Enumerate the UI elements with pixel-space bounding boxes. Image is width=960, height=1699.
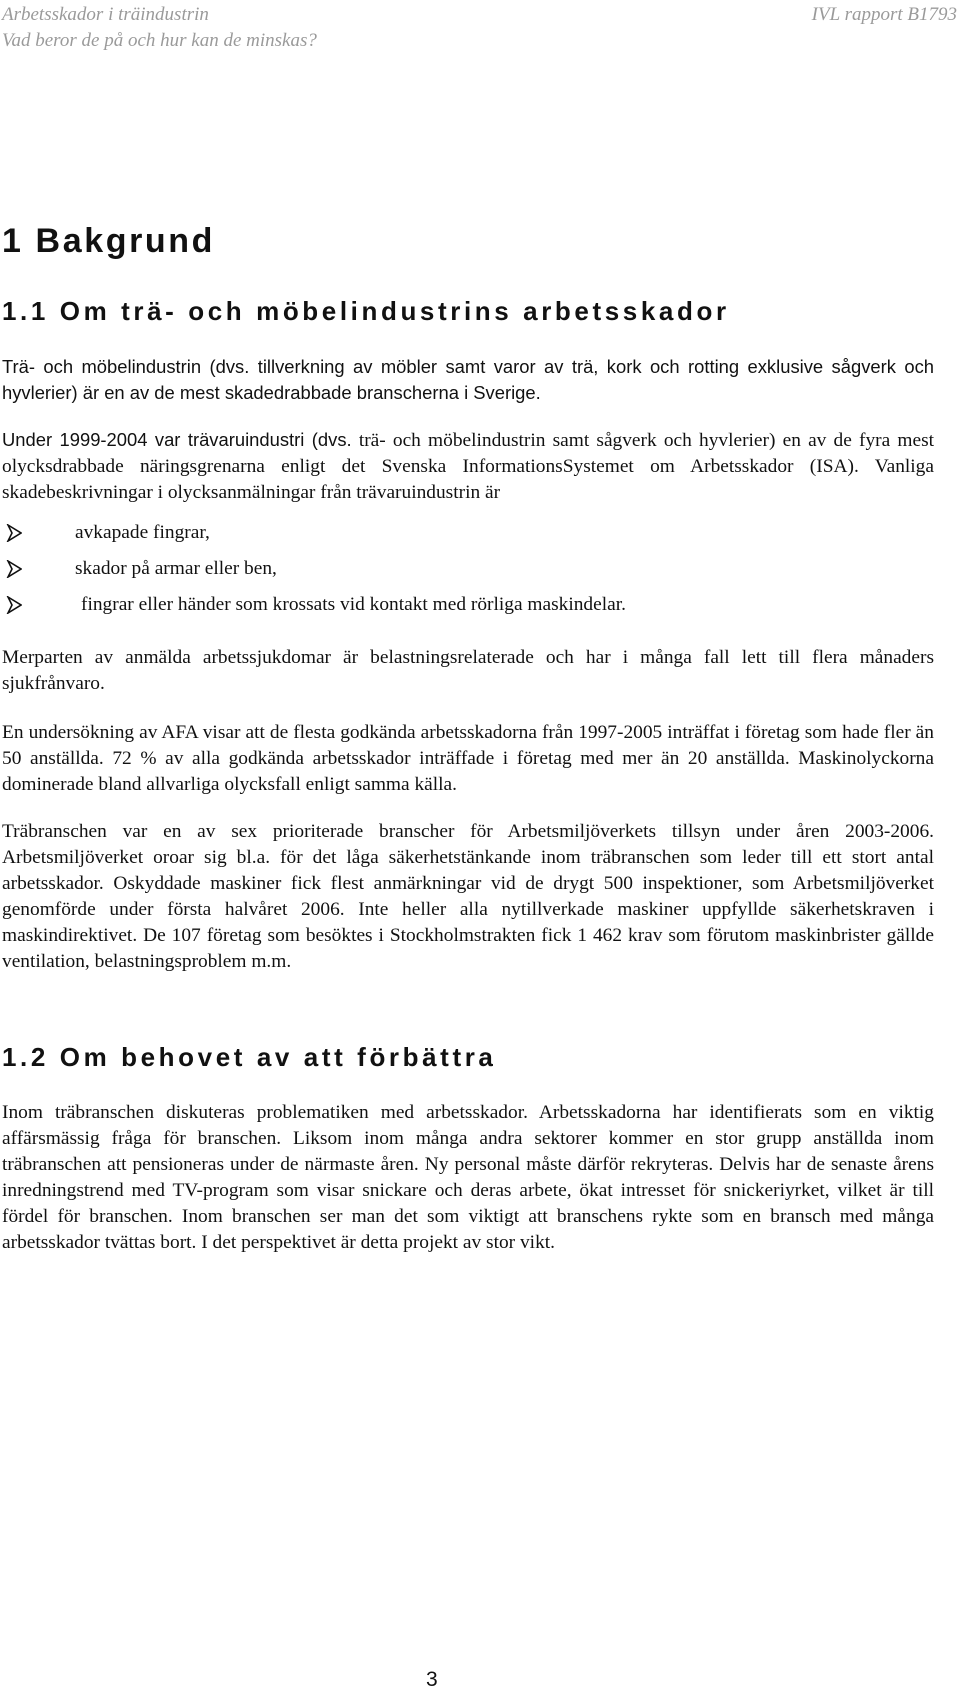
paragraph-afa: En undersökning av AFA visar att de flesta godkända arbetsskadorna från 1997-2005 inträffat i företag som hade fler än 50 anställda. 72 % av alla godkända arbetsskador inträffade i företag med mer än 20 anställda. Maskinolyckorna dominerade bland allvarliga olycksfall enligt samma källa. [2, 722, 934, 795]
page-number: 3 [426, 1668, 438, 1691]
header-title-line2: Vad beror de på och hur kan de minskas? [2, 30, 317, 51]
paragraph-isa-body: trä- och möbelindustrin samt sågverk och hyvlerier) en av de fyra mest olycksdrabbade näringsgrenarna enligt det Svenska InformationsSystemet om Arbetsskador (ISA). Vanliga skadebeskrivningar i olycksanmälningar från trävaruindustrin är [2, 430, 934, 503]
paragraph-arbetsmiljoverket: Träbranschen var en av sex prioriterade branscher för Arbetsmiljöverkets tillsyn under åren 2003-2006. Arbetsmiljöverket oroar sig bl.a. för det låga säkerhetstänkande inom träbranschen som leder till ett stort antal arbetsskador. Oskyddade maskiner fick flest anmärkningar vid de drygt 500 inspektioner, som Arbetsmiljöverket genomförde under första halvåret 2006. Inte heller alla nytillverkade maskiner uppfyllde säkerhetskraven i maskindirektivet. De 107 företag som besöktes i Stockholmstrakten fick 1 462 krav som förutom maskinbrister gällde ventilation, belastningsproblem m.m. [2, 821, 934, 972]
paragraph-isa [2, 427, 934, 506]
paragraph-sjukdomar: Merparten av anmälda arbetssjukdomar är belastningsrelaterade och har i många fall lett till flera månaders sjukfrånvaro. [2, 647, 934, 694]
subsection-heading-1-1: 1.1 Om trä- och möbelindustrins arbetsskador [2, 296, 730, 326]
paragraph-behovet: Inom träbranschen diskuteras problematiken med arbetsskador. Arbetsskadorna har identifierats som en viktig affärsmässig fråga för branschen. Liksom inom många andra sektorer kommer en stor grupp anställda inom träbranschen att pensioneras under de närmaste åren. Ny personal måste därför rekryteras. Delvis har de senaste årens inredningstrend med TV-program som visar snickare och deras arbete, ökat intresset för snickeriyrket, vilket är till fördel för branschen. Inom branschen ser man det som viktigt att branschens rykte som en bransch med många arbetsskador tvättas bort. I det perspektivet är detta projekt av stor vikt. [2, 1102, 934, 1253]
header-report-id: IVL rapport B1793 [811, 4, 957, 25]
paragraph-intro: Trä- och möbelindustrin (dvs. tillverkning av möbler samt varor av trä, kork och rotting exklusive sågverk och hyvlerier) är en av de mest skadedrabbade branscherna i Sverige. [2, 356, 934, 403]
list-item-text: fingrar eller händer som krossats vid kontakt med rörliga maskindelar. [81, 594, 626, 615]
list-item-text: avkapade fingrar, [75, 522, 210, 543]
list-item-text: skador på armar eller ben, [75, 558, 277, 579]
arrowhead-bullet-icon [6, 524, 22, 542]
paragraph-isa-lead: Under 1999-2004 var trävaruindustri (dvs. [2, 429, 352, 450]
running-header-title [2, 2, 317, 54]
running-header-report-id [812, 2, 957, 28]
arrowhead-bullet-icon [6, 560, 22, 578]
section-heading: 1 Bakgrund [2, 222, 216, 260]
subsection-heading-1-2: 1.2 Om behovet av att förbättra [2, 1042, 497, 1072]
arrowhead-bullet-icon [6, 596, 22, 614]
header-title-line1: Arbetsskador i träindustrin [2, 4, 209, 25]
